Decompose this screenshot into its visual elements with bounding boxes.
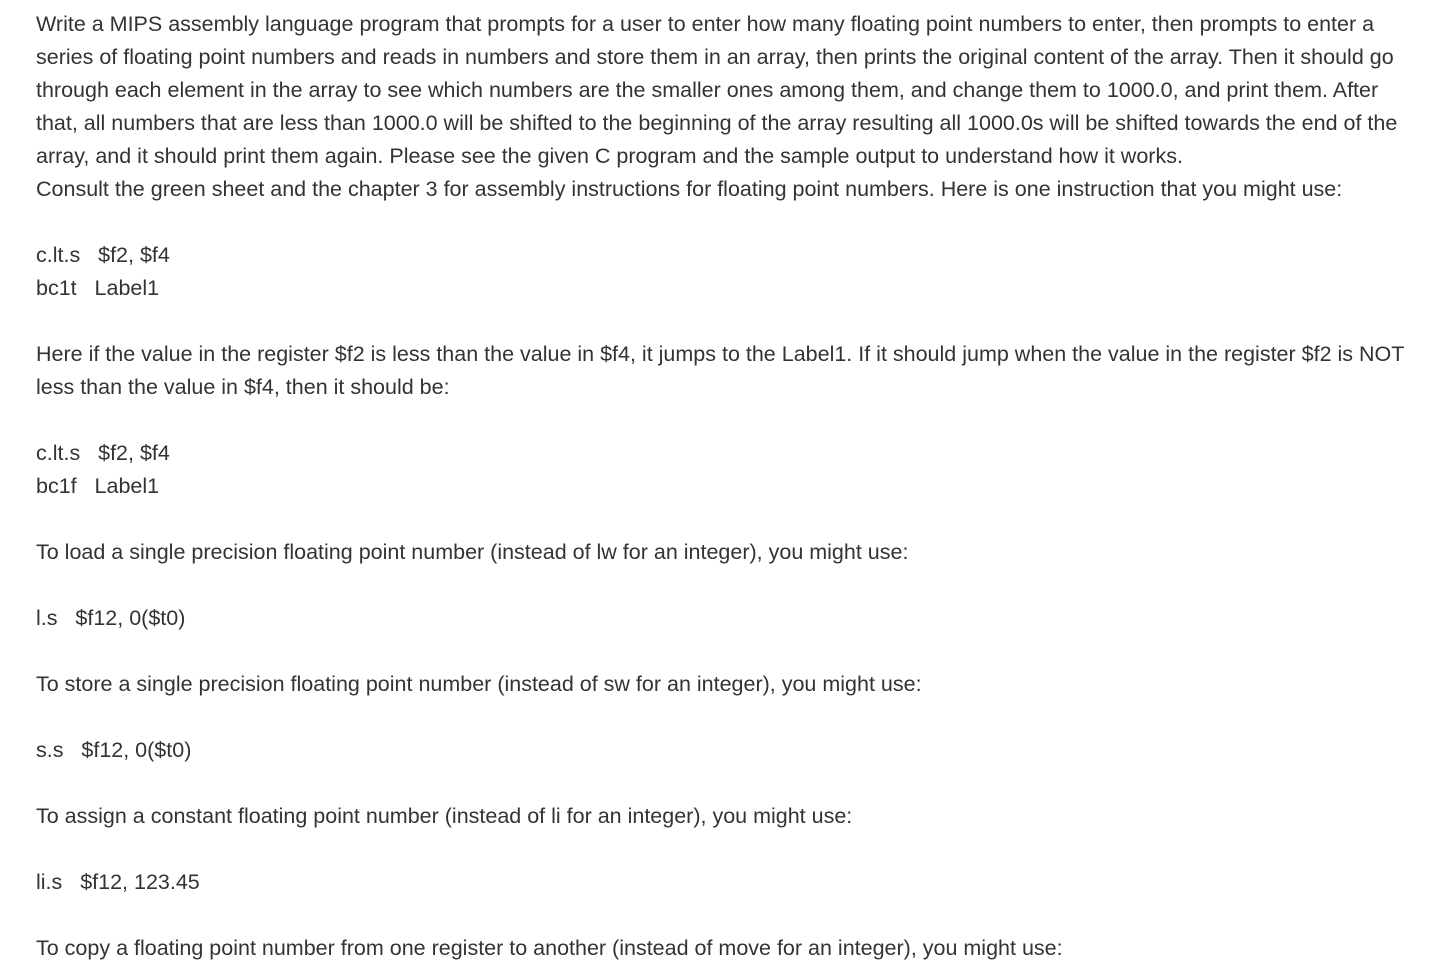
intro-line-2: series of floating point numbers and reads in numbers and store them in an array, then prints the original content of the array. Then it should go	[36, 45, 1394, 69]
spacer	[36, 833, 1430, 866]
spacer	[36, 404, 1430, 437]
spacer	[36, 305, 1430, 338]
code-line: bc1f Label1	[36, 474, 160, 498]
assign-paragraph	[36, 800, 1430, 833]
load-text: To load a single precision floating point number (instead of lw for an integer), you might use:	[36, 540, 909, 564]
intro-line-3: through each element in the array to see which numbers are the smaller ones among them, and change them to 1000.0, and print them. After	[36, 78, 1379, 102]
spacer	[36, 635, 1430, 668]
explain-line-1: Here if the value in the register $f2 is less than the value in $f4, it jumps to the Label1. If it should jump when the value in the register $f2 is NOT	[36, 342, 1405, 366]
assign-text: To assign a constant floating point number (instead of li for an integer), you might use:	[36, 804, 853, 828]
spacer	[36, 767, 1430, 800]
spacer	[36, 899, 1430, 932]
spacer	[36, 206, 1430, 239]
intro-line-6: Consult the green sheet and the chapter 3 for assembly instructions for floating point numbers. Here is one instruction that you might use:	[36, 177, 1343, 201]
store-code: s.s $f12, 0($t0)	[36, 738, 192, 762]
load-paragraph	[36, 536, 1430, 569]
code-line: c.lt.s $f2, $f4	[36, 243, 170, 267]
copy-paragraph	[36, 932, 1430, 965]
spacer	[36, 503, 1430, 536]
store-paragraph	[36, 668, 1430, 701]
assign-code: li.s $f12, 123.45	[36, 870, 200, 894]
explain-paragraph	[36, 338, 1430, 404]
store-text: To store a single precision floating point number (instead of sw for an integer), you might use:	[36, 672, 922, 696]
intro-paragraph	[36, 8, 1430, 206]
copy-text: To copy a floating point number from one register to another (instead of move for an integer), you might use:	[36, 936, 1063, 960]
load-code: l.s $f12, 0($t0)	[36, 606, 186, 630]
intro-line-5: array, and it should print them again. Please see the given C program and the sample output to understand how it works.	[36, 144, 1183, 168]
intro-line-4: that, all numbers that are less than 1000.0 will be shifted to the beginning of the array resulting all 1000.0s will be shifted towards the end of the	[36, 111, 1398, 135]
spacer	[36, 569, 1430, 602]
code-line: bc1t Label1	[36, 276, 160, 300]
explain-line-2: less than the value in $f4, then it should be:	[36, 375, 450, 399]
code-block-branch-true	[36, 239, 1430, 305]
code-block-branch-false	[36, 437, 1430, 503]
intro-line-1: Write a MIPS assembly language program that prompts for a user to enter how many floating point numbers to enter, then prompts to enter a	[36, 12, 1375, 36]
spacer	[36, 701, 1430, 734]
code-line: c.lt.s $f2, $f4	[36, 441, 170, 465]
